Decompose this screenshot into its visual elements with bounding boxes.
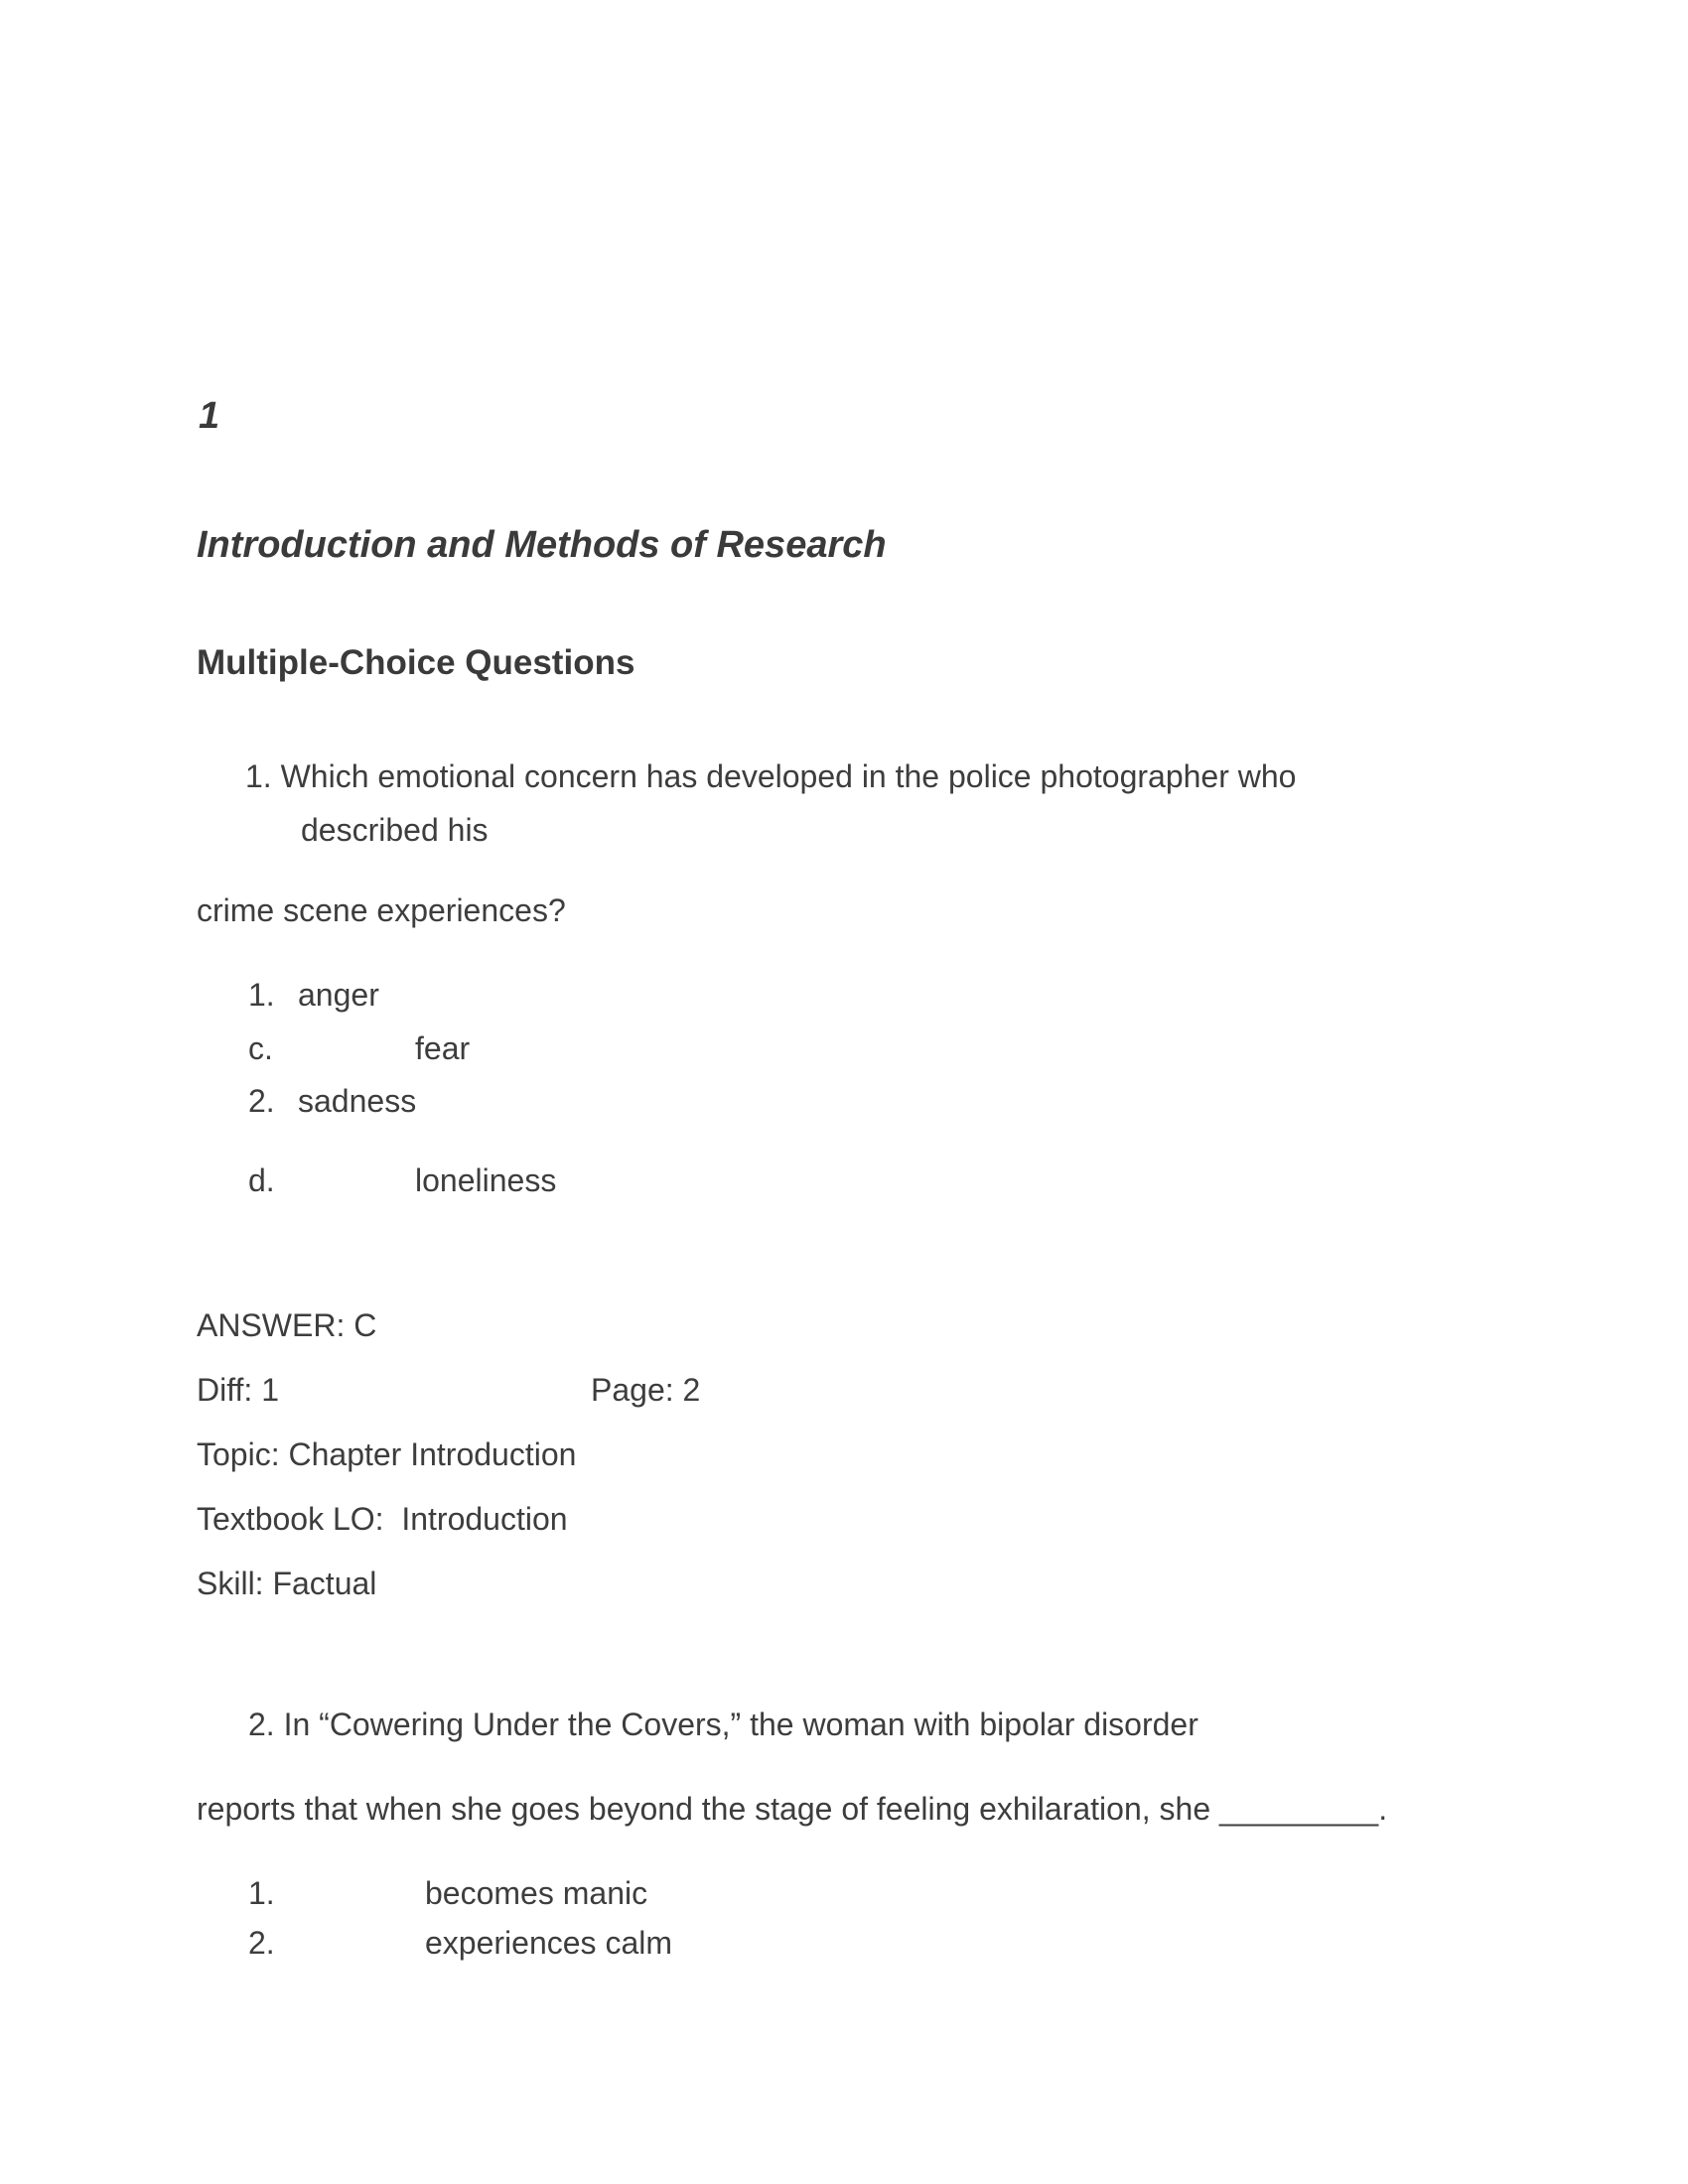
question1-stem-line1: 1. Which emotional concern has developed in the police photographer who: [245, 758, 1297, 794]
q2-option-2-marker: 2.: [248, 1925, 275, 1961]
q1-answer: ANSWER: C: [197, 1307, 377, 1343]
q1-option-row-3: [0, 1081, 1688, 1123]
q1-option-row-1: [0, 975, 1688, 1017]
q1-meta-topic: Topic: Chapter Introduction: [197, 1436, 577, 1472]
q2-option-1-text: becomes manic: [425, 1875, 648, 1911]
chapter-number: 1: [199, 395, 220, 437]
q1-option-d-text: loneliness: [415, 1162, 557, 1198]
q1-meta-diff-page-row: [0, 1370, 1688, 1412]
q2-option-1-marker: 1.: [248, 1875, 275, 1911]
q2-option-row-2: [0, 1923, 1688, 1965]
q1-option-1-text: anger: [298, 977, 379, 1013]
q1-meta-skill: Skill: Factual: [197, 1566, 377, 1601]
q2-option-2-text: experiences calm: [425, 1925, 672, 1961]
q1-meta-textbook-lo: Textbook LO: Introduction: [197, 1501, 568, 1537]
q1-option-2-text: sadness: [298, 1083, 417, 1119]
question2-stem-line2: reports that when she goes beyond the stage of feeling exhilaration, she _________.: [197, 1791, 1388, 1827]
chapter-title: Introduction and Methods of Research: [197, 524, 887, 566]
q1-meta-page: Page: 2: [591, 1372, 701, 1408]
question1-stem-line3: crime scene experiences?: [197, 892, 566, 928]
q1-meta-diff: Diff: 1: [197, 1372, 279, 1408]
question2-stem-line1: 2. In “Cowering Under the Covers,” the woman with bipolar disorder: [248, 1706, 1198, 1742]
q1-option-row-2: [0, 1028, 1688, 1070]
q1-option-c-text: fear: [415, 1030, 471, 1066]
question1-stem-line2: described his: [301, 812, 489, 848]
q1-option-row-4: [0, 1160, 1688, 1202]
section-heading: Multiple-Choice Questions: [197, 643, 635, 682]
q2-option-row-1: [0, 1873, 1688, 1915]
q1-option-2-marker: 2.: [248, 1083, 275, 1119]
q1-option-d-marker: d.: [248, 1162, 275, 1198]
q1-option-c-marker: c.: [248, 1030, 273, 1066]
q1-option-1-marker: 1.: [248, 977, 275, 1013]
